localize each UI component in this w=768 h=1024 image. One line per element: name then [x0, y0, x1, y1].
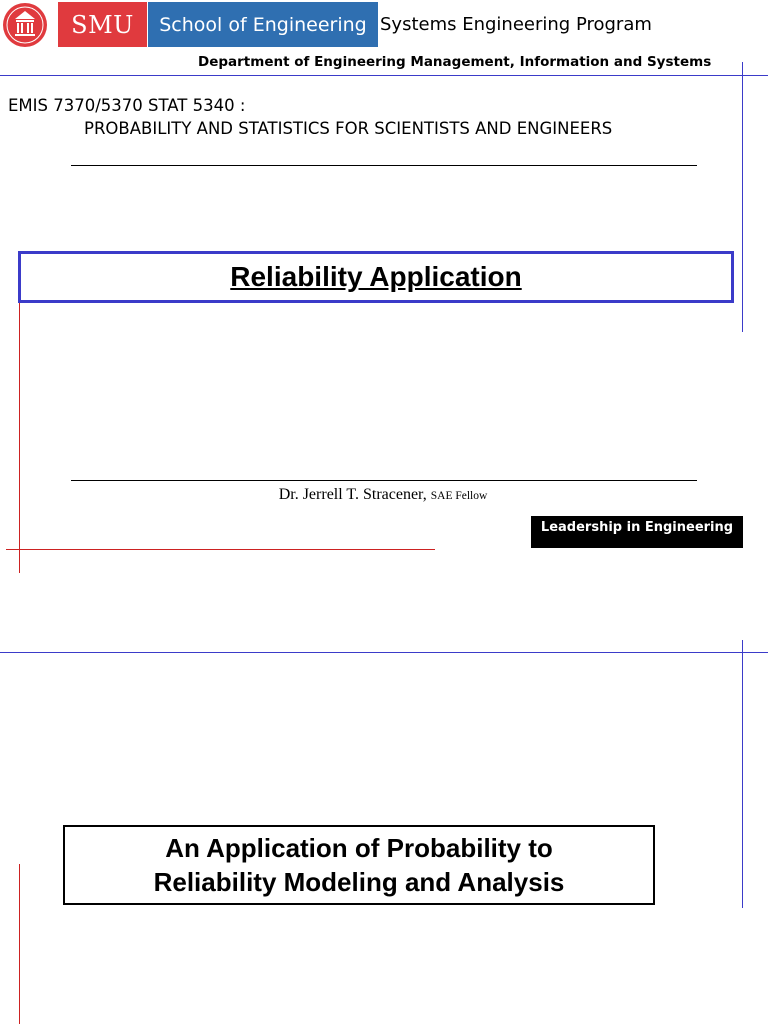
course-title: PROBABILITY AND STATISTICS FOR SCIENTISTS AND ENGINEERS — [84, 119, 613, 138]
left-horizontal-rule — [6, 549, 435, 550]
tagline-badge — [531, 516, 743, 548]
school-of-engineering-logo — [148, 2, 378, 47]
author-credential: SAE Fellow — [430, 490, 488, 502]
right-vertical-rule-bottom — [742, 640, 743, 908]
subtitle-line-2: Reliability Modeling and Analysis — [153, 867, 565, 897]
course-rule — [71, 165, 697, 166]
author-line — [0, 486, 766, 504]
school-logo-text: School of Engineering — [159, 13, 367, 36]
author-name: Dr. Jerrell T. Stracener, — [278, 486, 427, 503]
smu-logo-text: SMU — [71, 10, 134, 39]
smu-logo — [58, 2, 147, 47]
department-name: Department of Engineering Management, Information and Systems — [198, 54, 712, 70]
second-slide-rule — [0, 652, 768, 653]
author-rule — [71, 480, 697, 481]
smu-seal-icon — [2, 2, 48, 48]
header-rule — [0, 75, 768, 76]
slide-title: Reliability Application — [230, 261, 522, 292]
subtitle-line-1: An Application of Probability to — [165, 833, 553, 863]
course-code: EMIS 7370/5370 STAT 5340 : — [8, 96, 246, 115]
slide-title-box — [18, 251, 734, 303]
subtitle-box — [63, 825, 655, 905]
left-vertical-rule-top — [19, 300, 20, 573]
left-vertical-rule-bottom — [19, 864, 20, 1024]
right-vertical-rule-top — [742, 62, 743, 332]
program-name: Systems Engineering Program — [380, 14, 652, 35]
tagline-text: Leadership in Engineering — [540, 520, 734, 535]
